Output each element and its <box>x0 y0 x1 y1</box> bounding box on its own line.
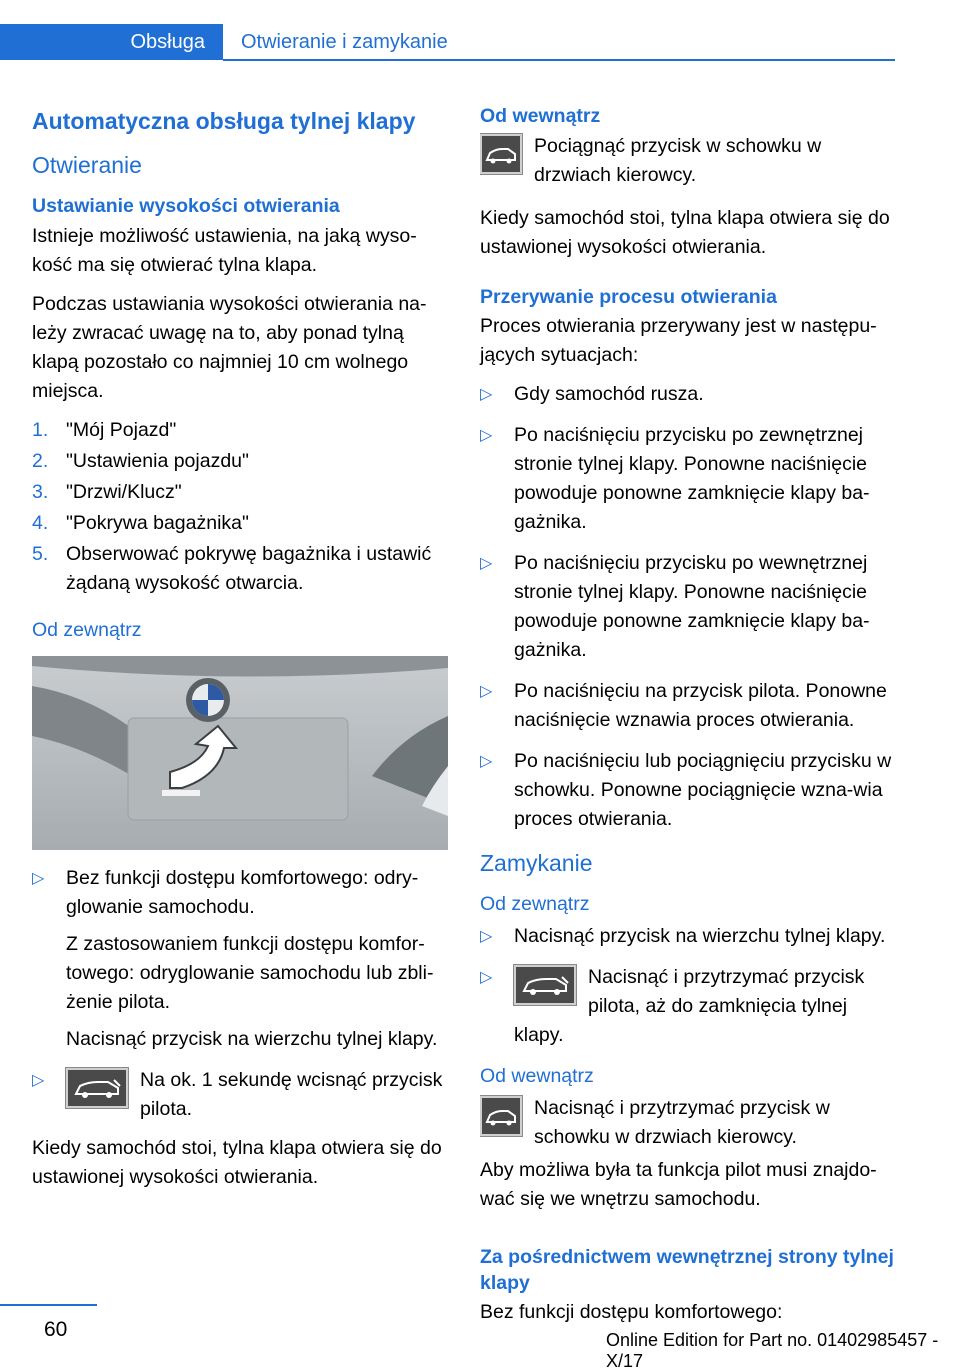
step-text: "Drzwi/Klucz" <box>66 481 182 503</box>
step-text: "Mój Pojazd" <box>66 419 177 441</box>
list-item <box>480 380 898 409</box>
header-divider <box>223 59 895 61</box>
step-text: "Ustawienia pojazdu" <box>66 450 249 472</box>
steps-list <box>32 416 448 598</box>
breadcrumb[interactable]: Otwieranie i zamykanie <box>241 31 448 53</box>
step-text: "Pokrywa bagażnika" <box>66 512 249 534</box>
section-title: Automatyczna obsługa tylnej klapy <box>32 108 416 134</box>
item-text: Po naciśnięciu przycisku po wewnętrznej stronie tylnej klapy. Ponowne naciśnięcie powoduje ponowne zamknięcie klapy ba‐gażnika. <box>514 552 870 661</box>
list-item <box>32 478 448 507</box>
close-outside-heading: Od zewnątrz <box>480 893 590 915</box>
list-item <box>480 421 898 537</box>
step-number: 1. <box>32 419 49 441</box>
triangle-right-icon: ▷ <box>480 928 493 945</box>
list-item <box>32 540 448 598</box>
item-text: Po naciśnięciu przycisku po zewnętrznej stronie tylnej klapy. Ponowne naciśnięcie powoduje ponowne zamknięcie klapy ba‐gażnika. <box>514 424 870 533</box>
item-text: Nacisnąć przycisk na wierzchu tylnej klapy. <box>514 925 886 947</box>
item-text: Bez funkcji dostępu komfortowego: odry‐glowanie samochodu. <box>66 867 419 918</box>
item-text: Nacisnąć przycisk na wierzchu tylnej klapy. <box>66 1028 438 1050</box>
step-text: Obserwować pokrywę bagażnika i ustawić żądaną wysokość otwarcia. <box>66 543 432 594</box>
car-tailgate-icon <box>66 1068 128 1108</box>
opening-heading: Otwieranie <box>32 152 142 178</box>
left-column <box>32 100 448 1202</box>
interrupt-list <box>480 380 898 834</box>
outside-list <box>32 864 448 1124</box>
car-tailgate-icon <box>480 134 522 174</box>
page-number: 60 <box>44 1318 68 1341</box>
list-item <box>32 447 448 476</box>
item-text: Gdy samochód rusza. <box>514 383 704 405</box>
list-item <box>32 509 448 538</box>
paragraph: Podczas ustawiania wysokości otwierania na‐leży zwracać uwagę na to, aby ponad tylną klapą pozostało co najmniej 10 cm wolnego miejsca. <box>32 293 427 402</box>
step-number: 5. <box>32 543 49 565</box>
paragraph: Bez funkcji dostępu komfortowego: <box>480 1301 783 1323</box>
interrupt-heading: Przerywanie procesu otwierania <box>480 286 777 308</box>
item-text: Na ok. 1 sekundę wcisnąć przycisk pilota. <box>140 1069 443 1120</box>
list-item <box>480 677 898 735</box>
tab-obsluga[interactable]: Obsługa <box>0 24 223 60</box>
tailgate-photo <box>32 656 448 850</box>
triangle-right-icon: ▷ <box>32 1072 45 1089</box>
item-text: Po naciśnięciu lub pociągnięciu przycisku w schowku. Ponowne pociągnięcie wzna‐wia proces otwierania. <box>514 750 892 830</box>
triangle-right-icon: ▷ <box>480 753 493 770</box>
step-number: 3. <box>32 481 49 503</box>
triangle-right-icon: ▷ <box>480 683 493 700</box>
list-item <box>32 416 448 445</box>
paragraph: Kiedy samochód stoi, tylna klapa otwiera się do ustawionej wysokości otwierania. <box>480 207 890 258</box>
step-number: 2. <box>32 450 49 472</box>
item-text: Nacisnąć i przytrzymać przycisk w schowku w drzwiach kierowcy. <box>534 1097 830 1148</box>
item-text: Pociągnąć przycisk w schowku w drzwiach kierowcy. <box>534 135 822 186</box>
paragraph: Kiedy samochód stoi, tylna klapa otwiera się do ustawionej wysokości otwierania. <box>32 1137 442 1188</box>
closing-heading: Zamykanie <box>480 850 593 876</box>
header-bar <box>0 24 895 62</box>
list-item <box>480 549 898 665</box>
close-inside-instruction <box>480 1094 898 1152</box>
list-item <box>32 864 448 1054</box>
list-item <box>32 1066 448 1124</box>
edition-note: Online Edition for Part no. 01402985457 - X/17 <box>606 1330 939 1371</box>
paragraph: Proces otwierania przerywany jest w następu‐jących sytuacjach: <box>480 315 877 366</box>
triangle-right-icon: ▷ <box>480 427 493 444</box>
car-tailgate-icon <box>480 1096 522 1136</box>
item-text: Nacisnąć i przytrzymać przycisk pilota, aż do zamknięcia tylnej klapy. <box>514 966 865 1046</box>
item-text: Po naciśnięciu na przycisk pilota. Ponowne naciśnięcie wznawia proces otwierania. <box>514 680 887 731</box>
inside-instruction <box>480 132 898 190</box>
setting-heading: Ustawianie wysokości otwierania <box>32 195 340 217</box>
triangle-right-icon: ▷ <box>480 386 493 403</box>
list-item <box>480 922 898 951</box>
item-text: Z zastosowaniem funkcji dostępu komfor‐towego: odryglowanie samochodu lub zbli‐żenie pilota. <box>66 933 434 1013</box>
list-item <box>480 963 898 1050</box>
via-heading: Za pośrednictwem wewnętrznej strony tylnej klapy <box>480 1246 894 1294</box>
triangle-right-icon: ▷ <box>32 870 45 887</box>
list-item <box>480 747 898 834</box>
step-number: 4. <box>32 512 49 534</box>
footer-divider <box>0 1304 97 1306</box>
close-inside-heading: Od wewnątrz <box>480 1065 594 1087</box>
right-column <box>480 100 898 1337</box>
paragraph: Istnieje możliwość ustawienia, na jaką wyso‐kość ma się otwierać tylna klapa. <box>32 225 417 276</box>
close-list <box>480 922 898 1050</box>
outside-heading: Od zewnątrz <box>32 619 142 641</box>
triangle-right-icon: ▷ <box>480 555 493 572</box>
inside-heading: Od wewnątrz <box>480 105 601 127</box>
car-tailgate-icon <box>514 965 576 1005</box>
triangle-right-icon: ▷ <box>480 969 493 986</box>
paragraph: Aby możliwa była ta funkcja pilot musi znajdo‐wać się we wnętrzu samochodu. <box>480 1159 877 1210</box>
